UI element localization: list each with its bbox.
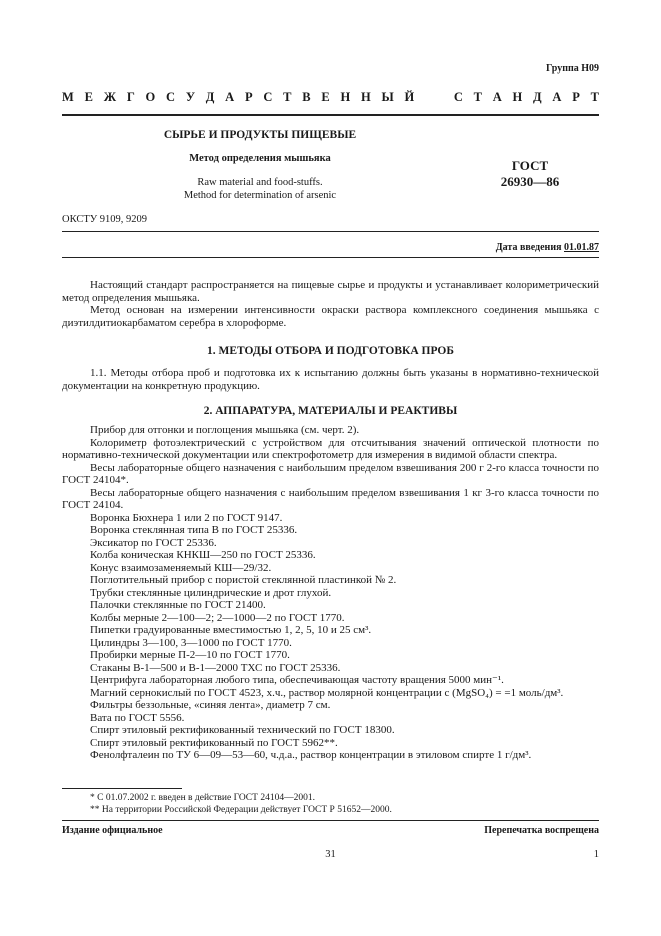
list-item: Колориметр фотоэлектрический с устройством для отсчитывания значений оптической плотности по нормативно-технической документации или спектрофотометр для измерения в видимой области спектра. — [62, 436, 599, 461]
list-item: Вата по ГОСТ 5556. — [90, 711, 185, 724]
intro-text: Настоящий стандарт распространяется на пищевые сырье и продукты и устанавливает колориметрический метод определения мышьяка. Метод основан на измерении интенсивности окраски раствора комплексного соединения мышьяка с диэтилдитиокарбаматом серебра в хлороформе. — [62, 279, 599, 329]
list-item: Пробирки мерные П-2—10 по ГОСТ 1770. — [90, 649, 290, 661]
banner-letter: У — [185, 90, 196, 104]
group-code: Группа Н09 — [546, 63, 599, 74]
footnote-rule — [62, 788, 182, 789]
list-item: Воронка стеклянная типа В по ГОСТ 25336. — [90, 524, 298, 536]
list-item: Весы лабораторные общего назначения с наибольшим пределом взвешивания 200 г 2-го класса точности по ГОСТ 24104*. — [62, 461, 599, 486]
list-item: Спирт этиловый ректификованный по ГОСТ 5962**. — [90, 736, 338, 749]
mid-rule — [62, 231, 599, 232]
list-item: Фильтры беззольные, «синяя лента», диаметр 7 см. — [90, 699, 331, 711]
section1-text: 1.1. Методы отбора проб и подготовка их к испытанию должны быть указаны в нормативно-технической документации на конкретную продукцию. — [62, 367, 599, 392]
banner-letter: Ы — [381, 90, 394, 104]
list-item: Колба коническая КНКШ—250 по ГОСТ 25336. — [90, 549, 316, 561]
list-item: Воронка Бюхнера 1 или 2 по ГОСТ 9147. — [90, 511, 283, 524]
banner-letter: Д — [205, 90, 215, 104]
banner-letter: А — [225, 90, 235, 104]
banner-letter: С — [453, 90, 463, 104]
footnotes: * С 01.07.2002 г. введен в действие ГОСТ 24104—2001. ** На территории Российской Федерации действует ГОСТ Р 51652—2000. — [90, 793, 392, 815]
list-item: Эксикатор по ГОСТ 25336. — [90, 536, 217, 549]
section2-list — [62, 424, 599, 762]
edition-label: Издание официальное — [62, 825, 163, 836]
sheet-number: 1 — [593, 849, 599, 860]
list-item: Цилиндры 3—100, 3—1000 по ГОСТ 1770. — [90, 636, 292, 649]
page-number: 31 — [325, 849, 336, 860]
english-title: Raw material and food-stuffs. Method for determination of arsenic — [183, 177, 337, 201]
banner-letter: Н — [361, 90, 371, 104]
banner-letter: Д — [533, 90, 542, 104]
banner-letter: Т — [283, 90, 292, 104]
method-title: Метод определения мышьяка — [189, 153, 331, 164]
list-item: Стаканы В-1—500 и В-1—2000 ТХС по ГОСТ 25336. — [90, 661, 341, 674]
banner-gap — [425, 90, 443, 110]
banner-letter: В — [302, 90, 311, 104]
list-item: Палочки стеклянные по ГОСТ 21400. — [90, 599, 266, 611]
banner-letter: Р — [244, 90, 253, 104]
banner-letter: Е — [321, 90, 330, 104]
document-title: СЫРЬЕ И ПРОДУКТЫ ПИЩЕВЫЕ — [163, 129, 357, 141]
list-item: Спирт этиловый ректификованный технический по ГОСТ 18300. — [90, 724, 395, 736]
list-item: Фенолфталеин по ТУ 6—09—53—60, ч.д.а., раствор концентрации в этиловом спирте 1 г/дм³. — [90, 749, 532, 761]
banner-letter: Т — [590, 90, 599, 104]
banner-letter: А — [552, 90, 562, 104]
list-item: Магний сернокислый по ГОСТ 4523, х.ч., раствор молярной концентрации c (MgSO₄) = =1 моль/дм³. — [90, 686, 564, 699]
banner-letter: Ж — [103, 90, 117, 104]
banner-letter: Г — [126, 90, 135, 104]
date-rule — [62, 257, 599, 258]
banner-letter: Т — [473, 90, 482, 104]
section2-heading: 2. АППАРАТУРА, МАТЕРИАЛЫ И РЕАКТИВЫ — [203, 405, 458, 417]
standard-banner — [62, 90, 599, 110]
top-rule — [62, 114, 599, 116]
banner-letter: Р — [572, 90, 580, 104]
banner-letter: М — [62, 90, 74, 104]
list-item: Центрифуга лабораторная любого типа, обеспечивающая частоту вращения 5000 мин⁻¹. — [90, 674, 504, 686]
effective-date: Дата введения 01.01.87 — [495, 242, 599, 253]
oksty-code: ОКСТУ 9109, 9209 — [62, 214, 148, 225]
banner-letter: Е — [84, 90, 93, 104]
banner-letter: Н — [340, 90, 351, 104]
list-item: Поглотительный прибор с пористой стеклянной пластинкой № 2. — [90, 574, 397, 586]
banner-letter: С — [166, 90, 176, 104]
footer-rule — [62, 820, 599, 821]
banner-letter: С — [263, 90, 273, 104]
list-item: Пипетки градуированные вместимостью 1, 2, 5, 10 и 25 см³. — [90, 624, 372, 636]
gost-designation: ГОСТ 26930—86 — [500, 158, 560, 189]
banner-letter: А — [492, 90, 502, 104]
list-item: Трубки стеклянные цилиндрические и дрот глухой. — [90, 586, 332, 599]
banner-letter: Н — [512, 90, 523, 104]
list-item: Колбы мерные 2—100—2; 2—1000—2 по ГОСТ 1770. — [90, 611, 345, 624]
list-item: Весы лабораторные общего назначения с наибольшим пределом взвешивания 1 кг 3-го класса точности по ГОСТ 24104. — [62, 486, 599, 511]
banner-letter: О — [145, 90, 156, 104]
list-item: Конус взаимозаменяемый КШ—29/32. — [90, 561, 272, 574]
banner-letter: Й — [404, 90, 415, 104]
reprint-notice: Перепечатка воспрещена — [484, 825, 599, 836]
list-item: Прибор для отгонки и поглощения мышьяка (см. черт. 2). — [90, 424, 360, 436]
section1-heading: 1. МЕТОДЫ ОТБОРА И ПОДГОТОВКА ПРОБ — [207, 345, 454, 357]
